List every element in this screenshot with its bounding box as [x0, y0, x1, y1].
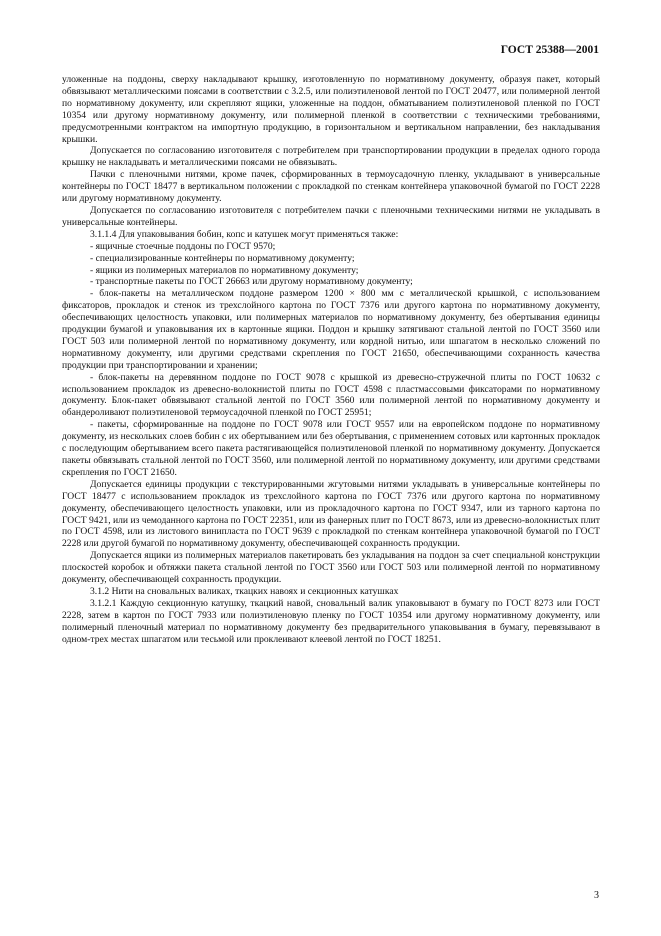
- list-item-pallets: - ящичные стоечные поддоны по ГОСТ 9570;: [90, 240, 276, 252]
- paragraph-3: Пачки с пленочными нитями, кроме пачек, сформированных в термоусадочную пленку, укладывают в универсальные контейнеры по ГОСТ 18477 в вертикальном положении с прокладкой по стенкам контейнера упаковочной бумагой по ГОСТ 2228 или другому нормативному документу.: [62, 169, 600, 205]
- list-item-pallet-packages: - пакеты, сформированные на поддоне по ГОСТ 9078 или ГОСТ 9557 или на европейском поддоне по нормативному документу, из нескольких слоев бобин с их обертыванием или без обертывания, с применением сотовых или картонных прокладок с последующим обертыванием всего пакета растягивающейся полиэтиленовой пленкой по нормативному документу. Допускается пакеты обвязывать стальной лентой по ГОСТ 3560, или полимерной лентой по нормативному документу, или другими средствами скрепления по ГОСТ 21650.: [62, 419, 600, 478]
- list-item-polymer-boxes: - ящики из полимерных материалов по нормативному документу;: [90, 264, 359, 276]
- paragraph-2: Допускается по согласованию изготовителя с потребителем при транспортировании продукции в пределах одного города крышку не накладывать и металлическими поясами не обвязывать.: [62, 145, 600, 169]
- list-item-wooden-block-packages: - блок-пакеты на деревянном поддоне по ГОСТ 9078 с крышкой из древесно-стружечной плиты по ГОСТ 10632 с использованием прокладок из древесно-волокнистой плиты по ГОСТ 4598 с пластмассовыми фиксаторами по нормативному документу. Блок-пакет обвязывают стальной лентой по ГОСТ 3560 или полимерной лентой по нормативному документу и обандероливают полиэтиленовой термоусадочной пленкой по ГОСТ 25951;: [62, 371, 600, 419]
- clause-3-1-2-1: 3.1.2.1 Каждую секционную катушку, ткацкий навой, сновальный валик упаковывают в бумагу по ГОСТ 8273 или ГОСТ 2228, затем в картон по ГОСТ 7933 или полиэтиленовую пленку по ГОСТ 10354 или другому нормативному документу, или полимерный пленочный материал по нормативному документу без предварительного упаковывания в бумагу, перевязывают в одном-трех местах шпагатом или тесьмой или проклеивают клеевой лентой по ГОСТ 18251.: [62, 597, 600, 645]
- standard-code-header: ГОСТ 25388—2001: [500, 44, 599, 56]
- paragraph-4: Допускается по согласованию изготовителя с потребителем пачки с пленочными техническими нитями не укладывать в универсальные контейнеры.: [62, 204, 600, 228]
- paragraph-1: уложенные на поддоны, сверху накладывают крышку, изготовленную по нормативному документу, образуя пакет, который обвязывают металлическими поясами в соответствии с 3.2.5, или полиэтиленовой лентой по ГОСТ 20477, или полимерной лентой по нормативному документу, или скрепляют ящики, уложенные на поддон, обматыванием полиэтиленовой пленкой по ГОСТ 10354 или другому нормативному документу, или полимерной пленкой в соответствии с техническими требованиями, предусмотренными контрактом на импортную продукцию, в горизонтальном и вертикальном направлении, без накладывания крышки.: [62, 74, 600, 145]
- clause-3-1-2-heading: 3.1.2 Нити на сновальных валиках, ткацких навоях и секционных катушках: [90, 585, 399, 597]
- page-number: 3: [594, 890, 599, 901]
- list-item-containers: - специализированные контейнеры по нормативному документу;: [90, 252, 355, 264]
- body-text: [62, 74, 600, 646]
- paragraph-textured-yarns: Допускается единицы продукции с текстурированными жгутовыми нитями укладывать в универсальные контейнеры по ГОСТ 18477 с использованием прокладок из трехслойного картона по ГОСТ 7376 или другого картона по нормативному документу, обеспечивающего целостность упаковки, или из прокладочного картона по ГОСТ 9347, или из тарного картона по ГОСТ 9421, или из чемоданного картона по ГОСТ 22351, или из фанерных плит по ГОСТ 8673, или из древесно-волокнистых плит по ГОСТ 4598, или из листового винипласта по ГОСТ 9639 с прокладкой по стенкам контейнера упаковочной бумагой по ГОСТ 2228 или другой бумагой по нормативному документу, обеспечивающей сохранность продукции.: [62, 478, 601, 550]
- list-item-metal-block-packages: - блок-пакеты на металлическом поддоне размером 1200 × 800 мм с металлической крышкой, с использованием фиксаторов, прокладок и стенок из трехслойного картона по ГОСТ 7376 или другого картона по нормативному документу, обеспечивающих целостность упаковки, или полимерных материалов по нормативному документу, без обертывания единицы продукции бумагой и упаковывания их в картонные ящики. Поддон и крышку затягивают стальной лентой по ГОСТ 3560 или ГОСТ 503 или полимерной лентой по нормативному документу, или кордной нитью, или шпагатом в несколько сложений по нормативному документу, или другими средствами скрепления по ГОСТ 21650, обеспечивающими сохранность качества продукции при транспортировании и хранении;: [62, 288, 600, 371]
- list-item-transport-packages: - транспортные пакеты по ГОСТ 26663 или другому нормативному документу;: [90, 276, 413, 288]
- paragraph-polymer-boxes: Допускается ящики из полимерных материалов пакетировать без укладывания на поддон за счет специальной конструкции плоскостей коробок и обтяжки пакета стальной лентой по ГОСТ 3560 или ГОСТ 503 или полимерной лентой по нормативному документу, обеспечивающей сохранность продукции.: [62, 550, 600, 586]
- clause-3-1-1-4-heading: 3.1.1.4 Для упаковывания бобин, копс и катушек могут применяться также:: [90, 228, 399, 240]
